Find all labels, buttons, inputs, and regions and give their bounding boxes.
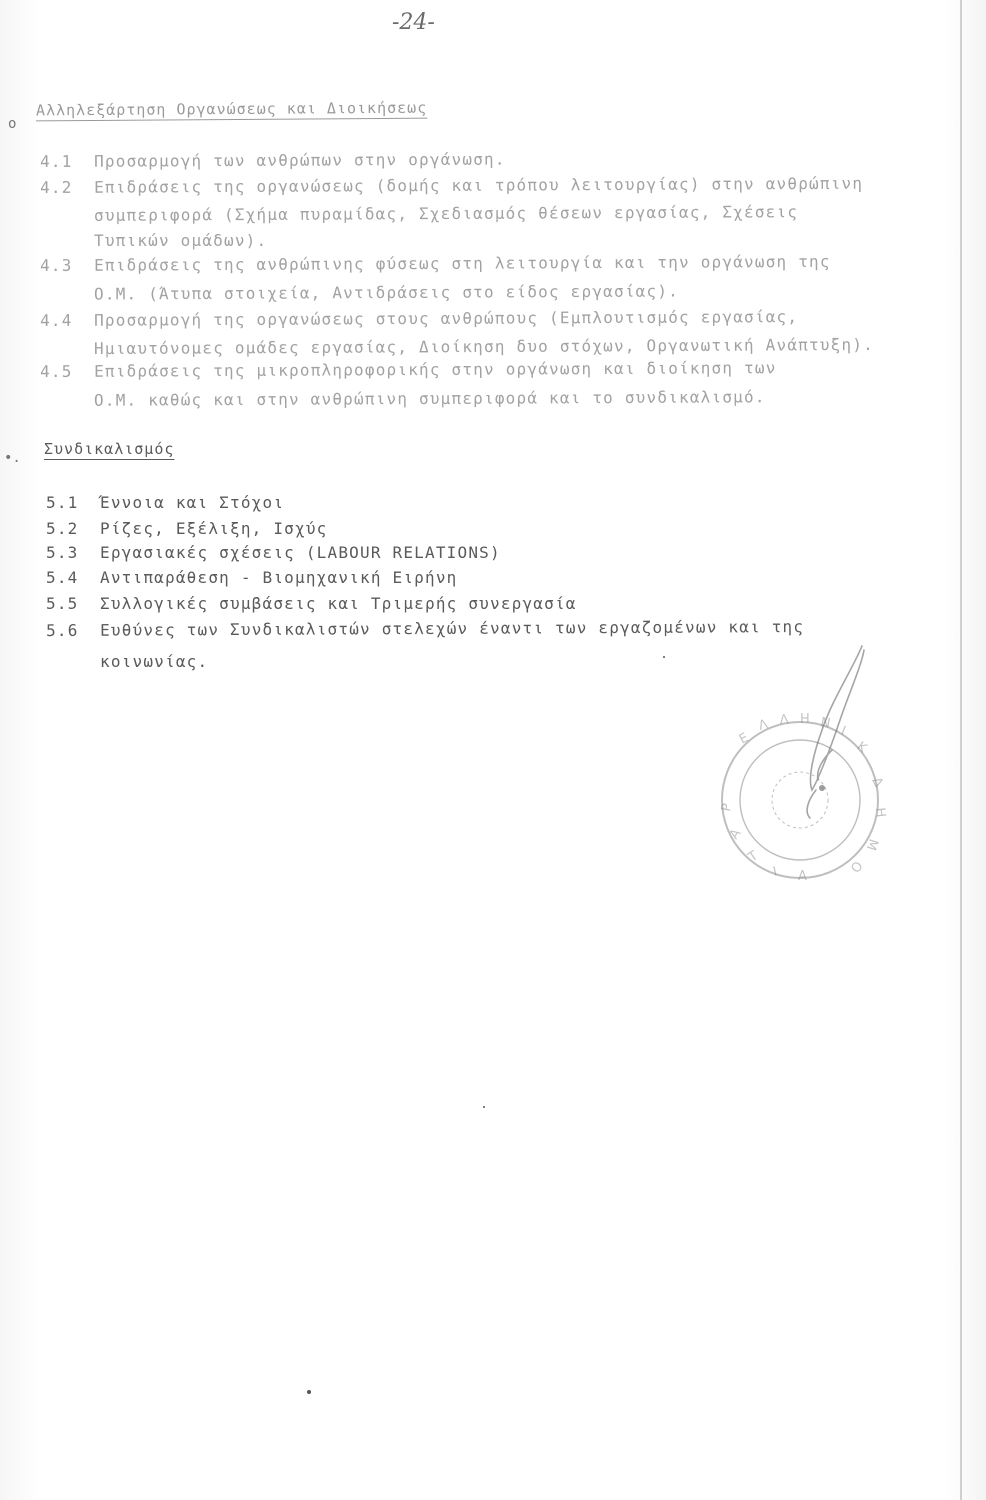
item-text: Επιδράσεις της ανθρώπινης φύσεως στη λειτουργία και την οργάνωση της <box>93 251 831 275</box>
official-stamp <box>712 640 902 900</box>
svg-text:Δ: Δ <box>868 774 886 790</box>
svg-text:Α: Α <box>798 869 807 884</box>
svg-text:Μ: Μ <box>862 836 881 853</box>
item-number: 5.2 <box>46 519 79 538</box>
svg-text:Ι: Ι <box>838 723 848 740</box>
scan-speck <box>663 656 665 658</box>
item-text: συμπεριφορά (Σχήμα πυραμίδας, Σχεδιασμός θέσεων εργασίας, Σχέσεις <box>93 202 799 225</box>
item-number: 5.5 <box>46 594 79 613</box>
item-text: Ο.Μ. (Άτυπα στοιχεία, Αντιδράσεις στο είδος εργασίας). <box>93 281 680 304</box>
item-number: 5.1 <box>46 493 79 512</box>
section-heading: Συνδικαλισμός <box>44 440 175 458</box>
item-text: Ρίζες, Εξέλιξη, Ισχύς <box>100 519 328 538</box>
item-text: Ευθύνες των Συνδικαλιστών στελεχών έναντι των εργαζομένων και της <box>99 617 805 640</box>
svg-text:Ο: Ο <box>846 857 865 875</box>
svg-text:Ι: Ι <box>771 864 779 880</box>
margin-mark: •. <box>4 450 21 466</box>
svg-text:Η: Η <box>872 806 888 819</box>
item-number: 4.4 <box>39 310 73 330</box>
item-text: Εργασιακές σχέσεις (LABOUR RELATIONS) <box>100 543 501 562</box>
scan-speck <box>483 1106 485 1108</box>
item-text: Ο.Μ. καθώς και στην ανθρώπινη συμπεριφορά και το συνδικαλισμό. <box>93 387 766 410</box>
margin-mark: o <box>8 116 17 132</box>
item-text: Προσαρμογή των ανθρώπων στην οργάνωση. <box>93 149 506 171</box>
item-text: Συλλογικές συμβάσεις και Τριμερής συνεργασία <box>100 594 577 613</box>
item-number: 4.3 <box>39 255 73 275</box>
item-text: Έννοια και Στόχοι <box>100 493 285 512</box>
scan-speck <box>307 1390 311 1394</box>
svg-text:Ρ: Ρ <box>719 802 736 813</box>
item-text: κοινωνίας. <box>100 652 209 671</box>
item-text: Τυπικών ομάδων). <box>94 231 268 250</box>
item-text: Επιδράσεις της μικροπληροφορικής στην οργάνωση και διοίκηση των <box>93 358 777 381</box>
item-text: Επιδράσεις της οργανώσεως (δομής και τρόπου λειτουργίας) στην ανθρώπινη <box>93 173 864 197</box>
item-text: Προσαρμογή της οργανώσεως στους ανθρώπους (Εμπλουτισμός εργασίας, <box>93 307 799 330</box>
item-number: 5.3 <box>46 543 79 562</box>
item-number: 5.4 <box>46 568 79 587</box>
svg-text:Α: Α <box>726 826 745 843</box>
page-edge <box>960 0 962 1500</box>
item-number: 4.1 <box>39 151 73 171</box>
svg-text:Κ: Κ <box>853 739 870 757</box>
svg-text:Η: Η <box>800 712 810 727</box>
item-text: Αντιπαράθεση - Βιομηχανική Ειρήνη <box>100 568 458 587</box>
page-number: -24- <box>392 10 435 35</box>
item-text: Ημιαυτόνομες ομάδες εργασίας, Διοίκηση δυο στόχων, Οργανωτική Ανάπτυξη). <box>93 334 875 359</box>
svg-text:Ν: Ν <box>819 715 832 732</box>
item-number: 4.5 <box>39 361 73 381</box>
svg-text:Τ: Τ <box>745 848 761 866</box>
svg-text:Λ: Λ <box>756 716 770 734</box>
svg-text:Λ: Λ <box>779 712 790 728</box>
section-heading: Αλληλεξάρτηση Οργανώσεως και Διοικήσεως <box>35 98 428 120</box>
item-number: 4.2 <box>39 177 73 197</box>
item-number: 5.6 <box>45 620 79 640</box>
svg-text:Ε: Ε <box>736 730 752 748</box>
